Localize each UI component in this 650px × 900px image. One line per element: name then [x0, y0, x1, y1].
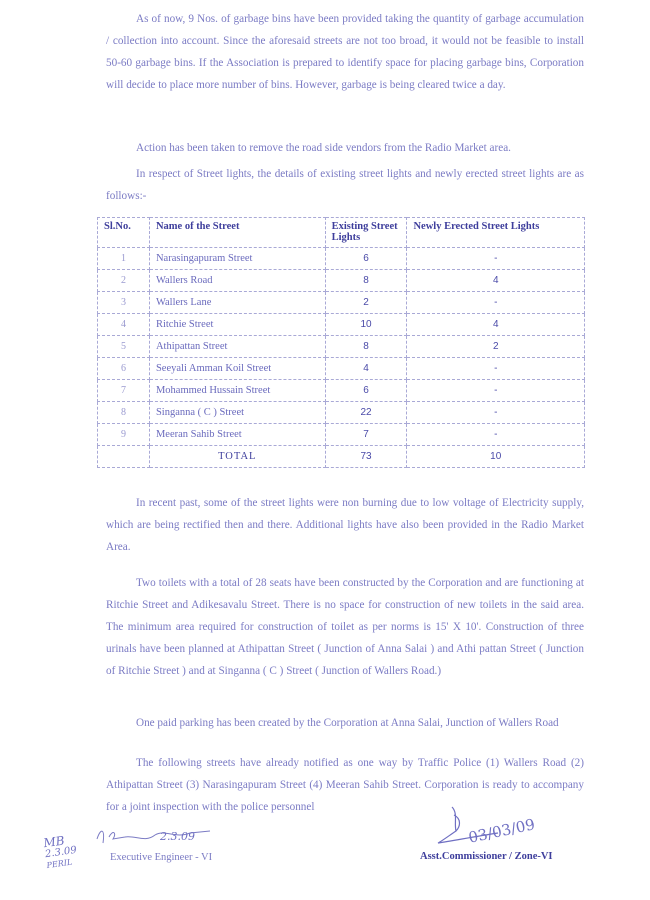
- row-new-lights: -: [407, 248, 585, 270]
- row-existing-lights: 6: [325, 380, 407, 402]
- table-row: [98, 336, 585, 358]
- row-new-lights: 2: [407, 336, 585, 358]
- row-existing-lights: 7: [325, 424, 407, 446]
- handwritten-initials: [43, 834, 79, 871]
- row-street-name: Narasingapuram Street: [149, 248, 325, 270]
- row-existing-lights: 22: [325, 402, 407, 424]
- initials-text: MB: [42, 833, 66, 851]
- row-street-name: Singanna ( C ) Street: [149, 402, 325, 424]
- table-header-row: [98, 218, 585, 248]
- row-street-name: Meeran Sahib Street: [149, 424, 325, 446]
- header-sl-no: Sl.No.: [98, 218, 150, 248]
- row-existing-lights: 8: [325, 336, 407, 358]
- table-row: [98, 402, 585, 424]
- row-sl-no: 1: [98, 248, 150, 270]
- total-existing: 73: [325, 446, 407, 468]
- row-new-lights: -: [407, 380, 585, 402]
- row-existing-lights: 6: [325, 248, 407, 270]
- row-new-lights: -: [407, 424, 585, 446]
- paragraph-streetlights-intro: In respect of Street lights, the details of existing street lights and newly erected street lights are as follows:-: [106, 168, 584, 202]
- row-new-lights: 4: [407, 314, 585, 336]
- total-empty-cell: [98, 446, 150, 468]
- table-row: [98, 424, 585, 446]
- paragraph-recent-past: In recent past, some of the street lights were non burning due to low voltage of Electricity supply, which are being rectified then and there. Additional lights have also been provided in the Radio Market Area.: [106, 497, 584, 553]
- row-sl-no: 6: [98, 358, 150, 380]
- table-total-row: [98, 446, 585, 468]
- row-existing-lights: 2: [325, 292, 407, 314]
- initials-note: PERIL: [46, 857, 73, 871]
- row-new-lights: -: [407, 402, 585, 424]
- row-street-name: Wallers Road: [149, 270, 325, 292]
- table-row: [98, 314, 585, 336]
- row-sl-no: 5: [98, 336, 150, 358]
- row-street-name: Mohammed Hussain Street: [149, 380, 325, 402]
- row-sl-no: 4: [98, 314, 150, 336]
- row-sl-no: 7: [98, 380, 150, 402]
- table-row: [98, 248, 585, 270]
- header-street-name: Name of the Street: [149, 218, 325, 248]
- paragraph-garbage-bins: As of now, 9 Nos. of garbage bins have been provided taking the quantity of garbage accumulation / collection into account. Since the aforesaid streets are not too broad, it would not be feasible to install 50-60 garbage bins. If the Association is prepared to identify space for placing garbage bins, Corporation will decide to place more number of bins. However, garbage is being cleared twice a day.: [106, 13, 584, 91]
- row-existing-lights: 10: [325, 314, 407, 336]
- row-street-name: Seeyali Amman Koil Street: [149, 358, 325, 380]
- paragraph-vendors: Action has been taken to remove the road side vendors from the Radio Market area.: [136, 142, 511, 154]
- row-sl-no: 3: [98, 292, 150, 314]
- paragraph-toilets: Two toilets with a total of 28 seats have been constructed by the Corporation and are functioning at Ritchie Street and Adikesavalu Street. There is no space for construction of new toilets in the said area. The minimum area required for construction of toilet as per norms is 15' X 10'. Construction of three urinals have been planned at Athipattan Street ( Junction of Anna Salai ) and Athi pattan Street ( Junction of Ritchie Street ) and at Singanna ( C ) Street ( Junction of Wallers Road.): [106, 577, 584, 677]
- row-sl-no: 8: [98, 402, 150, 424]
- asst-commissioner-title: Asst.Commissioner / Zone-VI: [420, 851, 553, 862]
- row-new-lights: 4: [407, 270, 585, 292]
- row-street-name: Athipattan Street: [149, 336, 325, 358]
- initials-date: 2.3.09: [44, 844, 78, 861]
- executive-engineer-title: Executive Engineer - VI: [110, 852, 213, 863]
- paragraph-one-way: The following streets have already notified as one way by Traffic Police (1) Wallers Road (2) Athipattan Street (3) Narasingapuram Street (4) Meeran Sahib Street. Corporation is ready to accompany for a joint inspection with the police personnel: [106, 757, 584, 813]
- executive-engineer-signature-icon: [95, 825, 215, 850]
- header-existing-lights: Existing Street Lights: [325, 218, 407, 248]
- row-existing-lights: 4: [325, 358, 407, 380]
- table-row: [98, 358, 585, 380]
- table-row: [98, 292, 585, 314]
- table-row: [98, 380, 585, 402]
- row-sl-no: 2: [98, 270, 150, 292]
- row-new-lights: -: [407, 358, 585, 380]
- header-new-lights: Newly Erected Street Lights: [407, 218, 585, 248]
- row-street-name: Ritchie Street: [149, 314, 325, 336]
- table-row: [98, 270, 585, 292]
- row-sl-no: 9: [98, 424, 150, 446]
- total-new: 10: [407, 446, 585, 468]
- asst-commissioner-date: 03/03/09: [466, 815, 537, 847]
- row-new-lights: -: [407, 292, 585, 314]
- row-existing-lights: 8: [325, 270, 407, 292]
- total-label: TOTAL: [149, 446, 325, 468]
- paragraph-parking: One paid parking has been created by the Corporation at Anna Salai, Junction of Wallers Road: [136, 717, 559, 729]
- street-lights-table: [97, 217, 585, 468]
- executive-engineer-date: 2.3.09: [160, 830, 195, 843]
- row-street-name: Wallers Lane: [149, 292, 325, 314]
